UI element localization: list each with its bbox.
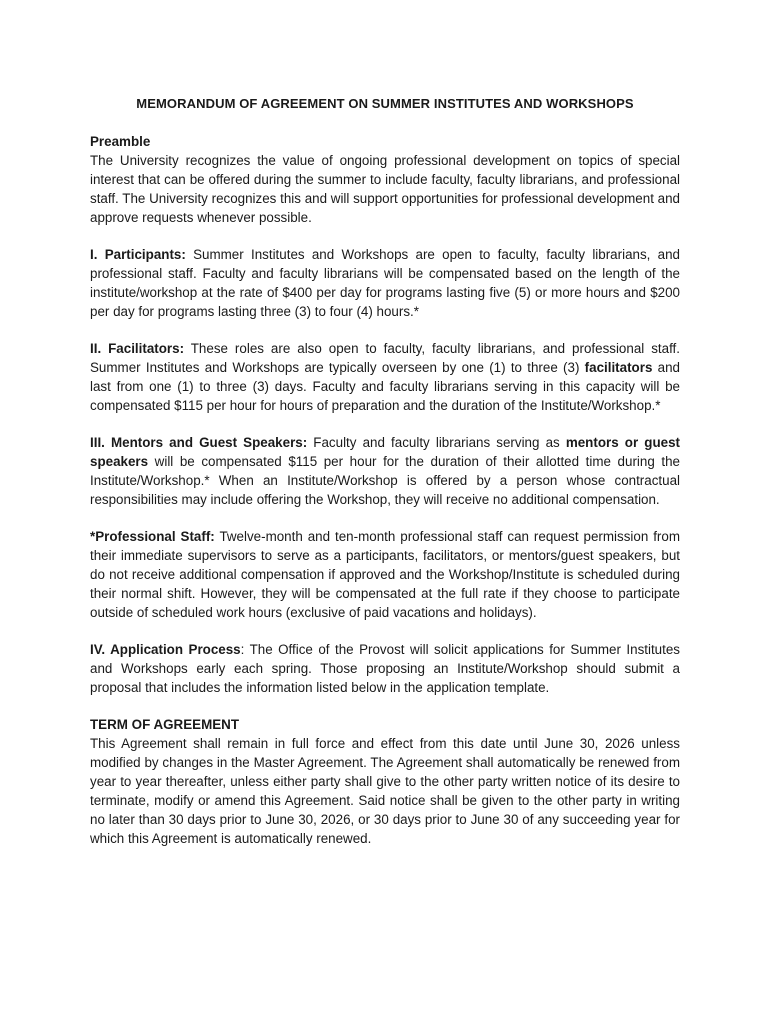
- application-label: IV. Application Process: [90, 642, 241, 657]
- mentors-text-1: Faculty and faculty librarians serving as: [307, 435, 566, 450]
- mentors-section: [90, 433, 680, 509]
- facilitators-label: II. Facilitators:: [90, 341, 185, 356]
- preamble-heading: Preamble: [90, 134, 151, 149]
- term-heading: TERM OF AGREEMENT: [90, 717, 240, 732]
- facilitators-bold-term: facilitators: [584, 360, 653, 375]
- facilitators-text-2: and last from one (1) to three (3) days. Faculty and faculty librarians serving in this capacity will be compensated $115 per hour for hours of preparation and the duration of the Institute/Workshop.*: [90, 360, 680, 413]
- professional-staff-text: Twelve-month and ten-month professional staff can request permission from their immediate supervisors to serve as a participants, facilitators, or mentors/guest speakers, but do not receive additional compensation if approved and the Workshop/Institute is scheduled during their normal shift. However, they will be compensated at the full rate if they choose to participate outside of scheduled work hours (exclusive of paid vacations and holidays).: [90, 529, 680, 620]
- application-section: [90, 640, 680, 697]
- facilitators-section: [90, 339, 680, 415]
- mentors-text-2: will be compensated $115 per hour for the duration of their allotted time during the Institute/Workshop.* When an Institute/Workshop is offered by a person whose contractual responsibilities may include offering the Workshop, they will receive no additional compensation.: [90, 454, 680, 507]
- term-text: This Agreement shall remain in full force and effect from this date until June 30, 2026 unless modified by changes in the Master Agreement. The Agreement shall automatically be renewed from year to year thereafter, unless either party shall give to the other party written notice of its desire to terminate, modify or amend this Agreement. Said notice shall be given to the other party in writing no later than 30 days prior to June 30, 2026, or 30 days prior to June 30 of any succeeding year for which this Agreement is automatically renewed.: [90, 736, 680, 846]
- professional-staff-label: *Professional Staff:: [90, 529, 215, 544]
- professional-staff-section: [90, 527, 680, 622]
- participants-text: Summer Institutes and Workshops are open to faculty, faculty librarians, and professional staff. Faculty and faculty librarians will be compensated based on the length of the institute/workshop at the rate of $400 per day for programs lasting five (5) or more hours and $200 per day for programs lasting three (3) to four (4) hours.*: [90, 247, 680, 319]
- participants-label: I. Participants:: [90, 247, 186, 262]
- facilitators-text-1: These roles are also open to faculty, faculty librarians, and professional staff. Summer Institutes and Workshops are typically overseen by one (1) to three (3): [90, 341, 680, 375]
- document-body: [90, 132, 680, 866]
- document-title: MEMORANDUM OF AGREEMENT ON SUMMER INSTITUTES AND WORKSHOPS: [136, 96, 634, 111]
- mentors-bold-term: mentors or guest speakers: [90, 435, 680, 469]
- term-section: [90, 715, 680, 848]
- participants-section: [90, 245, 680, 321]
- mentors-label: III. Mentors and Guest Speakers:: [90, 435, 308, 450]
- application-text: : The Office of the Provost will solicit applications for Summer Institutes and Workshops early each spring. Those proposing an Institute/Workshop should submit a proposal that includes the information listed below in the application template.: [90, 642, 680, 695]
- preamble-text: The University recognizes the value of ongoing professional development on topics of special interest that can be offered during the summer to include faculty, faculty librarians, and professional staff. The University recognizes this and will support opportunities for professional development and approve requests whenever possible.: [90, 153, 680, 225]
- preamble-section: [90, 132, 680, 227]
